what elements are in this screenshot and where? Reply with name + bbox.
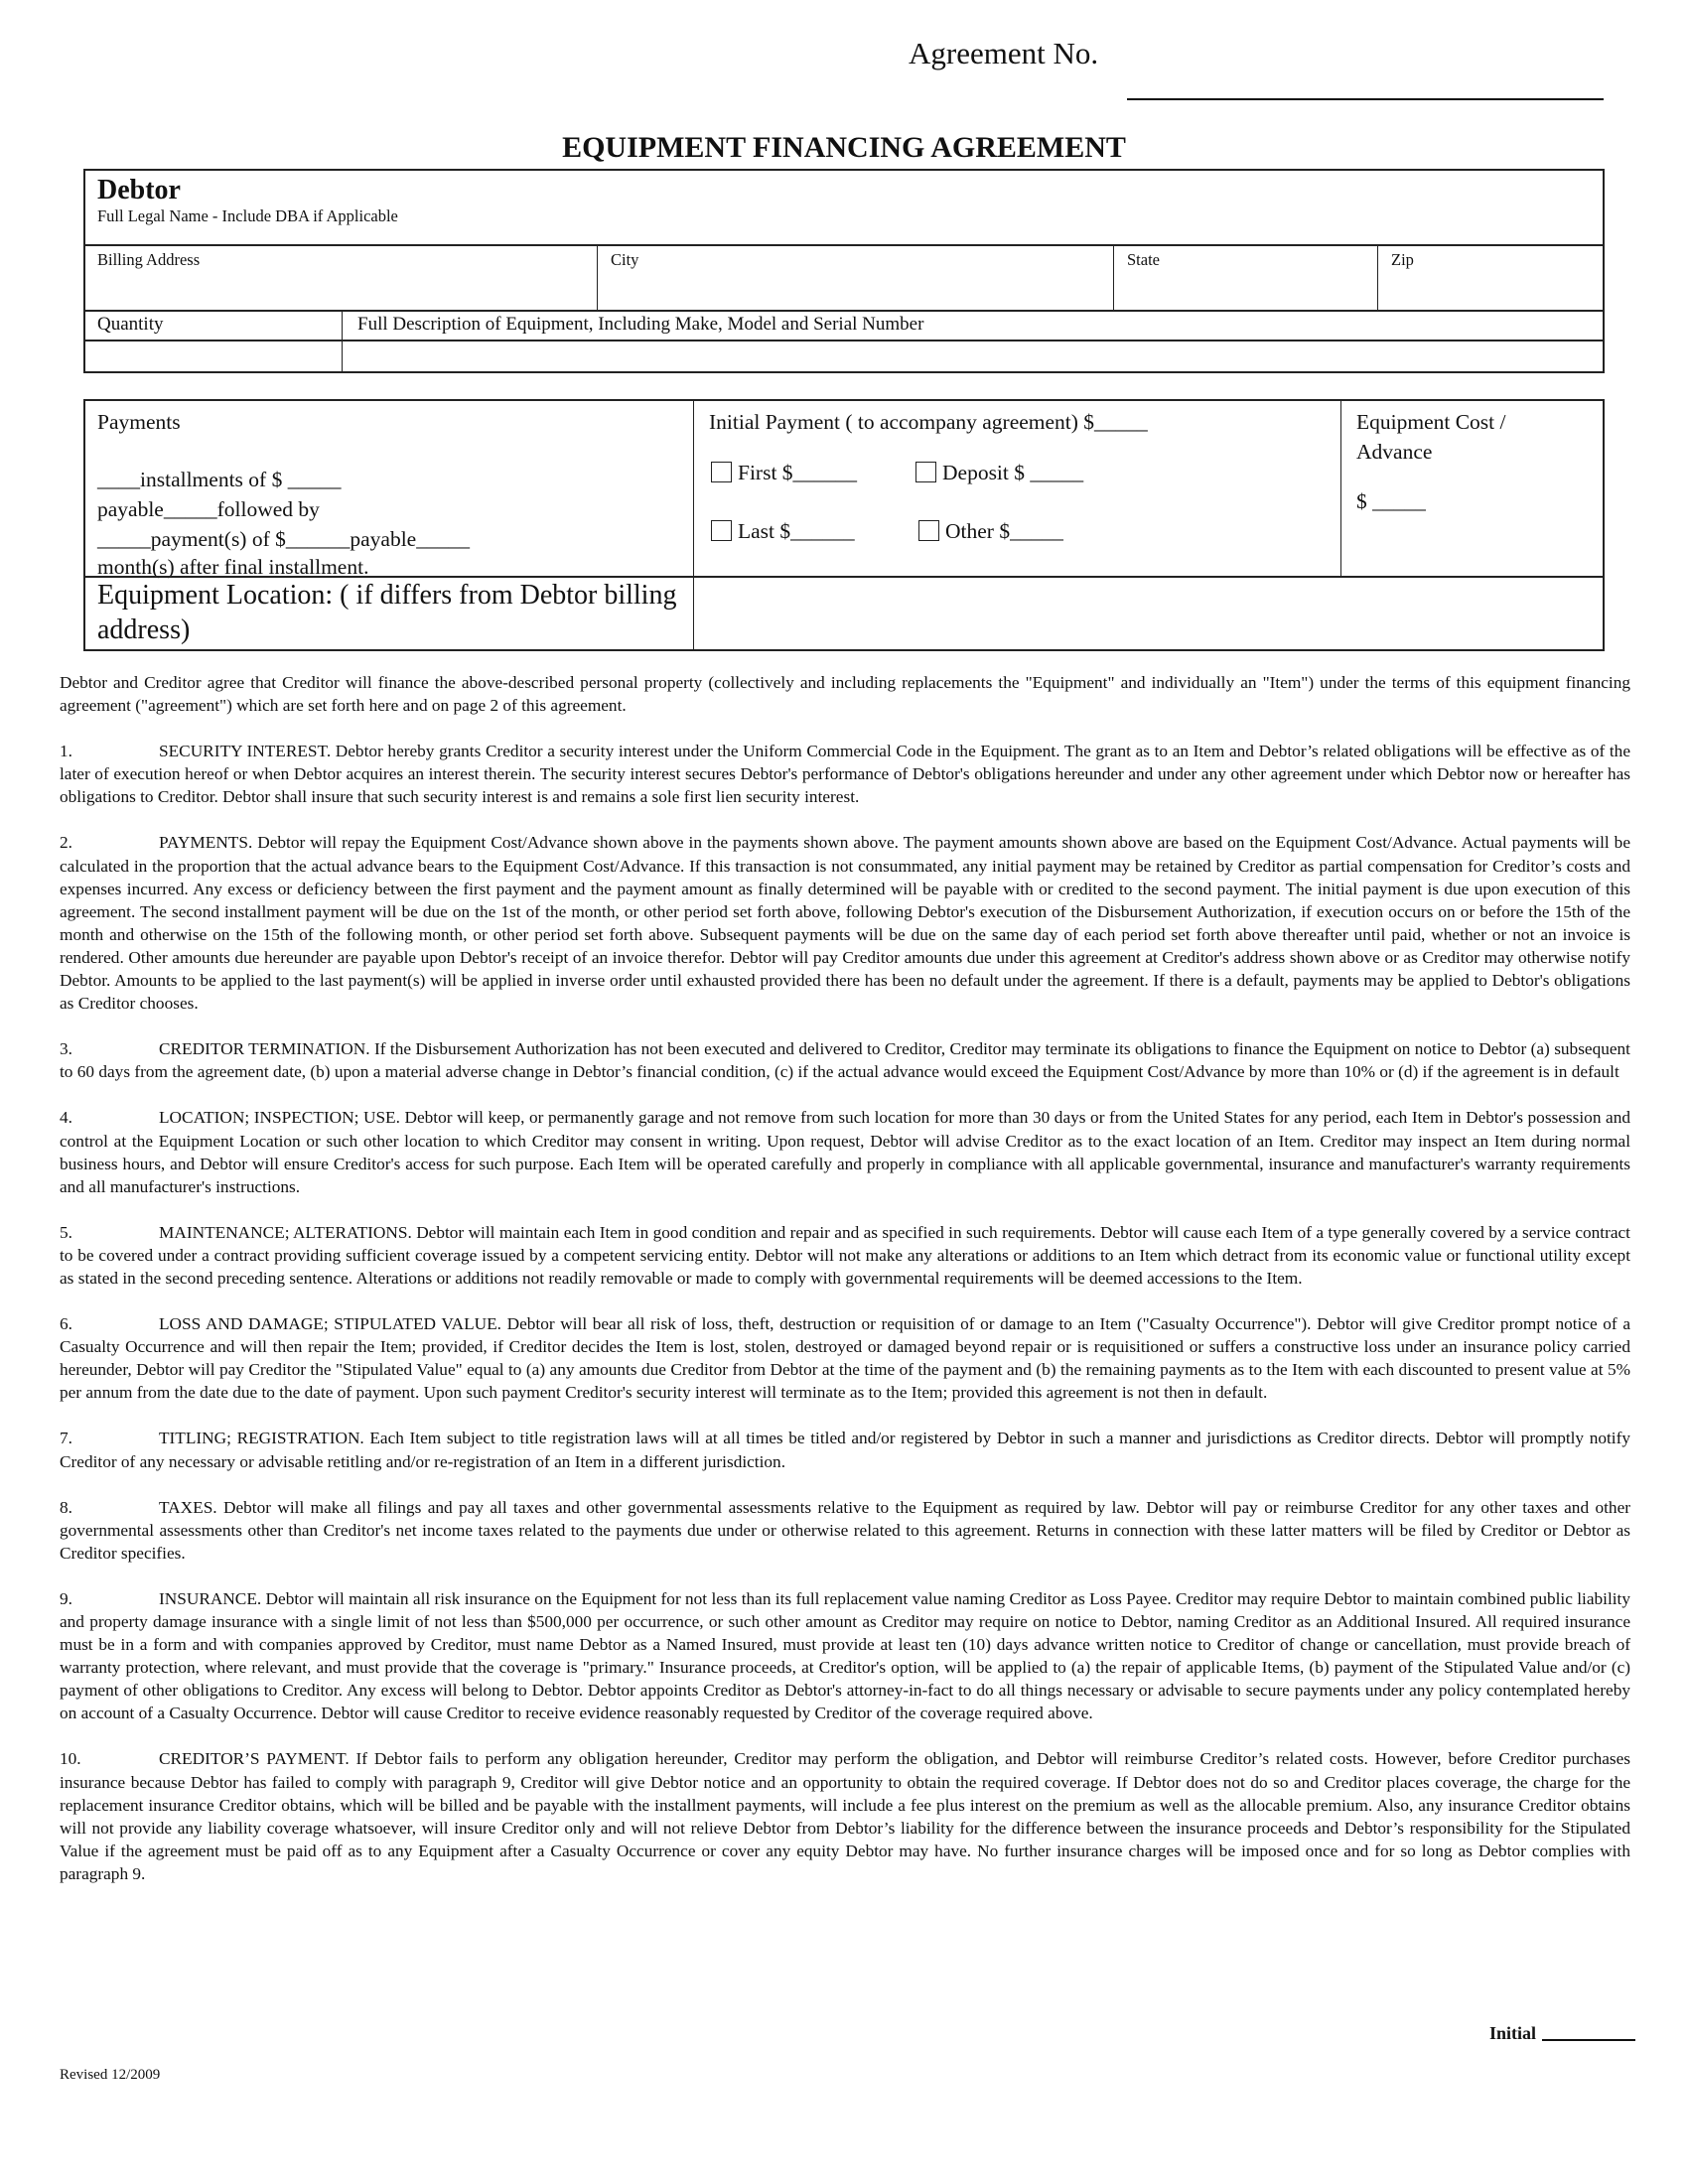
- divider: [693, 401, 694, 649]
- installments-line: month(s) after final installment.: [97, 555, 369, 579]
- section-7: 7. TITLING; REGISTRATION. Each Item subject to title registration laws will at all times be titled and/or registered by Debtor in such a manner and jurisdictions as Creditor directs. Debtor will promptly notify Creditor of any necessary or advisable retitling and/or re-registration of an Item in a different jurisdiction.: [60, 1429, 1630, 1471]
- divider: [597, 246, 598, 310]
- divider: [1113, 246, 1114, 310]
- zip-field[interactable]: [1379, 246, 1603, 310]
- debtor-name-field[interactable]: [85, 171, 1603, 244]
- section-6: 6. LOSS AND DAMAGE; STIPULATED VALUE. Debtor will bear all risk of loss, theft, destruction or requisition of or damage to an Item ("Casualty Occurrence"). Debtor will give Creditor prompt notice of a Casualty Occurrence and will then repair the Item; provided, if Creditor decides the Item is lost, stolen, destroyed or damaged beyond repair or is requisitioned or suffers a constructive loss under an insurance policy carried hereunder, Debtor will pay Creditor the "Stipulated Value" equal to (a) any amounts due Creditor from Debtor at the time of the payment and (b) the remaining payments as to the Item with each discounted to present value at 5% per annum from the date due to the date of payment. Upon such payment Creditor's security interest will terminate as to the Item; provided this agreement is not then in default.: [60, 1314, 1630, 1403]
- section-8: 8. TAXES. Debtor will make all filings and pay all taxes and other governmental assessments relative to the Equipment as required by law. Debtor will pay or reimburse Creditor for any other taxes and other governmental assessments other than Creditor's net income taxes related to the payments due under or otherwise related to this agreement. Returns in connection with these latter matters will be filed by Creditor or Debtor as Creditor specifies.: [60, 1497, 1630, 1563]
- divider: [342, 312, 343, 371]
- debtor-table: [83, 169, 1605, 373]
- quantity-input[interactable]: [85, 341, 342, 371]
- state-label: State: [1127, 250, 1160, 269]
- payments-table: [83, 399, 1605, 651]
- installments-line: payable_____followed by: [97, 497, 320, 521]
- equipment-location-label-cell: [85, 578, 693, 649]
- divider: [1340, 401, 1341, 576]
- checkbox-other[interactable]: [918, 519, 1063, 544]
- equipment-cost-label: Equipment Cost /: [1356, 410, 1506, 434]
- debtor-heading: Debtor: [97, 175, 181, 205]
- equipment-location-label: Equipment Location: ( if differs from Debtor billing address): [97, 580, 677, 645]
- payments-label: Payments: [97, 410, 181, 434]
- description-input[interactable]: [344, 341, 1603, 371]
- checkbox-icon[interactable]: [711, 462, 732, 482]
- intro-paragraph: Debtor and Creditor agree that Creditor will finance the above-described personal property (collectively and including replacements the "Equipment" and individually an "Item") under the terms of this equipment financing agreement ("agreement") which are set forth here and on page 2 of this agreement.: [60, 673, 1630, 716]
- quantity-label: Quantity: [97, 314, 164, 335]
- description-label: Full Description of Equipment, Including Make, Model and Serial Number: [357, 314, 924, 335]
- description-header: [344, 312, 1603, 340]
- section-5: 5. MAINTENANCE; ALTERATIONS. Debtor will maintain each Item in good condition and repair and as specified in such requirements. Debtor will cause each Item of a type generally covered by a service contract to be covered under a contract providing sufficient coverage issued by a competent servicing entity. Debtor will not make any alterations or additions to an Item which detract from its economic value or functional utility except as stated in the second preceding sentence. Alterations or additions not readily removable or made to comply with governmental requirements will be deemed accessions to the Item.: [60, 1222, 1630, 1288]
- section-1: 1. SECURITY INTEREST. Debtor hereby grants Creditor a security interest under the Uniform Commercial Code in the Equipment. The grant as to an Item and Debtor’s related obligations will be effective as of the later of execution hereof or when Debtor acquires an interest therein. The security interest secures Debtor's performance of Debtor's obligations hereunder and under any other agreement under which Debtor now or hereafter has obligations to Creditor. Debtor shall insure that such security interest is and remains a sole first lien security interest.: [60, 742, 1630, 807]
- initial-payment-label: Initial Payment ( to accompany agreement) $_____: [709, 410, 1148, 434]
- divider: [1377, 246, 1378, 310]
- checkbox-label: Deposit $ _____: [942, 461, 1084, 484]
- installments-line: _____payment(s) of $______payable_____: [97, 527, 470, 551]
- agreement-number-label: Agreement No.: [909, 36, 1099, 70]
- checkbox-label: First $______: [738, 461, 858, 484]
- section-10: 10. CREDITOR’S PAYMENT. If Debtor fails to perform any obligation hereunder, Creditor may perform the obligation, and Debtor will reimburse Creditor’s related costs. However, before Creditor purchases insurance because Debtor has failed to comply with paragraph 9, Creditor will give Debtor notice and an opportunity to obtain the required coverage. If Debtor does not do so and Creditor places coverage, the charge for the replacement insurance Creditor obtains, which will be billed and be payable with the installment payments, will include a fee plus interest on the premium as well as the allocable premium. Also, any insurance Creditor obtains will not provide any liability coverage whatsoever, will insure Creditor only and will not relieve Debtor from Debtor’s liability for the difference between the insurance proceeds and Debtor’s responsibility for the Stipulated Value if the agreement must be paid off as to any Equipment after a Casualty Occurrence or cover any equity Debtor may have. No further insurance charges will be imposed once and for so long as Debtor complies with paragraph 9.: [60, 1749, 1630, 1883]
- agreement-number-field[interactable]: [1127, 98, 1604, 100]
- city-field[interactable]: [599, 246, 1113, 310]
- equipment-cost-cell[interactable]: [1342, 401, 1603, 576]
- checkbox-icon[interactable]: [918, 520, 939, 541]
- page-title: EQUIPMENT FINANCING AGREEMENT: [562, 131, 1126, 164]
- initial-label: Initial: [1489, 2023, 1537, 2043]
- checkbox-first[interactable]: [711, 461, 857, 485]
- section-4: 4. LOCATION; INSPECTION; USE. Debtor will keep, or permanently garage and not remove from such location for more than 30 days or from the United States for any period, each Item in Debtor's possession and control at the Equipment Location or such other location to which Creditor may consent in writing. Upon request, Debtor will advise Creditor as to the exact location of an Item. Creditor may inspect an Item during normal business hours, and Debtor will ensure Creditor's access for such purpose. Each Item will be operated carefully and properly in compliance with all applicable governmental, insurance and manufacturer's warranty requirements and all manufacturer's instructions.: [60, 1108, 1630, 1196]
- checkbox-deposit[interactable]: [915, 461, 1083, 485]
- checkbox-icon[interactable]: [915, 462, 936, 482]
- equipment-cost-label: Advance: [1356, 440, 1433, 464]
- zip-label: Zip: [1391, 250, 1414, 269]
- billing-address-label: Billing Address: [97, 250, 201, 269]
- checkbox-icon[interactable]: [711, 520, 732, 541]
- debtor-subtitle: Full Legal Name - Include DBA if Applicable: [97, 206, 398, 225]
- agreement-terms: [60, 671, 1630, 1908]
- quantity-header: [85, 312, 342, 340]
- revision-date: Revised 12/2009: [60, 2067, 161, 2083]
- initial-signature-line[interactable]: [1542, 2039, 1635, 2041]
- section-2: 2. PAYMENTS. Debtor will repay the Equipment Cost/Advance shown above in the payments shown above. The payment amounts shown above are based on the Equipment Cost/Advance. Actual payments will be calculated in the proportion that the actual advance bears to the Equipment Cost/Advance. If this transaction is not consummated, any initial payment may be retained by Creditor as partial compensation for Creditor’s costs and expenses incurred. Any excess or deficiency between the first payment and the payment amount as finally determined will be payable with or credited to the second payment. The initial payment is due upon execution of this agreement. The second installment payment will be due on the 1st of the month, or other period set forth above, following Debtor's execution of the Disbursement Authorization, if execution occurs on or before the 15th of the month and otherwise on the 15th of the following month, or other period set forth above. Subsequent payments will be due on the same day of each period set forth above thereafter until paid, whether or not an invoice is rendered. Other amounts due hereunder are payable upon Debtor's receipt of an invoice therefor. Debtor will pay Creditor amounts due under this agreement at Creditor's address shown above or as Creditor may otherwise notify Debtor. Amounts to be applied to the last payment(s) will be applied in inverse order until exhausted provided there has been no default under the agreement. If there is a default, payments may be applied to Debtor's obligations as Creditor chooses.: [60, 833, 1630, 1014]
- equipment-cost-value: $ _____: [1356, 489, 1426, 513]
- section-9: 9. INSURANCE. Debtor will maintain all risk insurance on the Equipment for not less than its full replacement value naming Creditor as Loss Payee. Creditor may require Debtor to maintain combined public liability and property damage insurance with a single limit of not less than $500,000 per occurrence, or such other amount as Creditor may require on notice to Debtor, naming Creditor as an Additional Insured. All required insurance must be in a form and with companies approved by Creditor, must name Debtor as a Named Insured, must provide at least ten (10) days advance written notice to Creditor of change or cancellation, must provide breach of warranty protection, where relevant, and must provide that the coverage is "primary." Insurance proceeds, at Creditor's option, will be applied to (a) the repair of applicable Items, (b) payment of the Stipulated Value and/or (c) payment of other obligations to Creditor. Any excess will belong to Debtor. Debtor appoints Creditor as Debtor's attorney-in-fact to do all things necessary or advisable to secure payments under any policy contemplated hereby on account of a Casualty Occurrence. Debtor will cause Creditor to receive evidence reasonably requested by Creditor of the coverage required above.: [60, 1588, 1630, 1723]
- state-field[interactable]: [1115, 246, 1377, 310]
- initial-payment-cell[interactable]: [695, 401, 1340, 576]
- initial-field[interactable]: [1489, 2023, 1635, 2044]
- checkbox-last[interactable]: [711, 519, 855, 544]
- installments-line: ____installments of $ _____: [97, 468, 342, 491]
- section-3: 3. CREDITOR TERMINATION. If the Disbursement Authorization has not been executed and delivered to Creditor, Creditor may terminate its obligations to finance the Equipment on notice to Debtor (a) subsequent to 60 days from the agreement date, (b) upon a material adverse change in Debtor’s financial condition, (c) if the actual advance would exceed the Equipment Cost/Advance by more than 10% or (d) if the agreement is in default: [60, 1039, 1630, 1082]
- equipment-location-input[interactable]: [695, 578, 1603, 649]
- billing-address-field[interactable]: [85, 246, 597, 310]
- city-label: City: [611, 250, 639, 269]
- checkbox-label: Last $______: [738, 519, 855, 543]
- payments-cell[interactable]: [85, 401, 693, 579]
- checkbox-label: Other $_____: [945, 519, 1063, 543]
